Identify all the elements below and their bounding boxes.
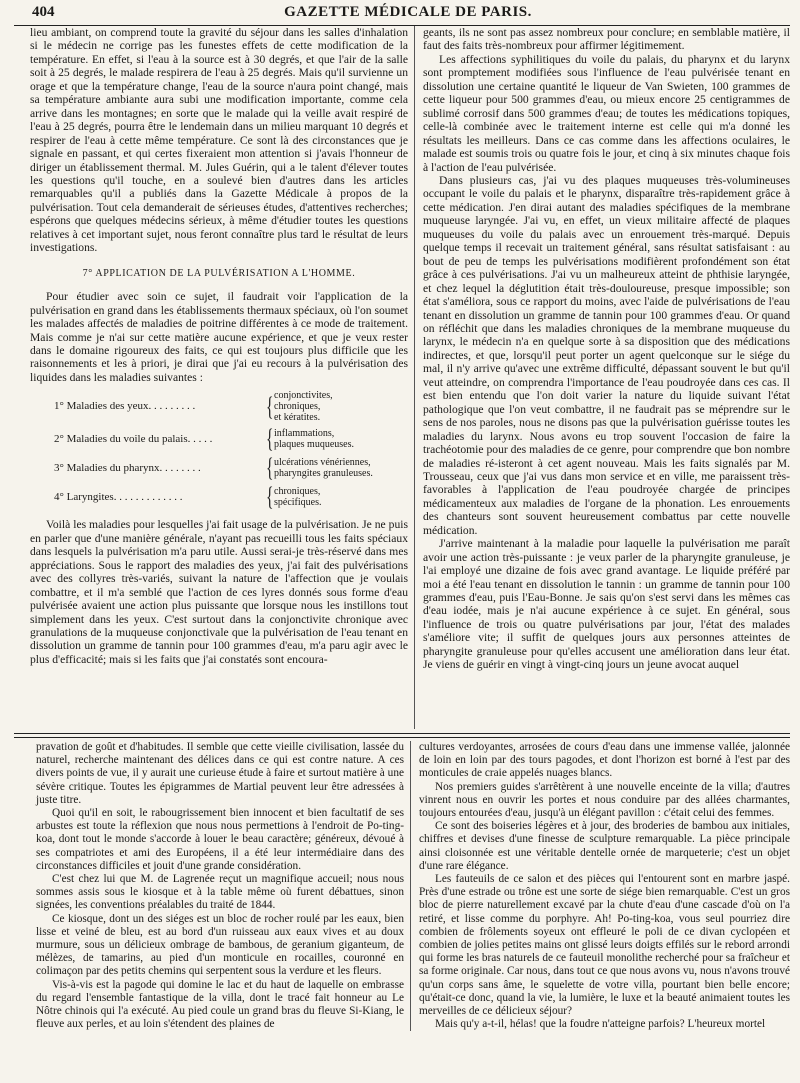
article-columns (14, 26, 790, 729)
paragraph: Ce sont des boiseries légères et à jour, des broderies de bambou aux initiales, chiffres et devises d'une finesse de sculpture remarquable. La pièce principale ainsi cloisonnée est une véritable dentelle ornée de marqueterie; c'est un objet d'une rare élégance. (419, 820, 790, 872)
paragraph: Pour étudier avec soin ce sujet, il faudrait voir l'application de la pulvérisation en grand dans les établissements thermaux spéciaux, où l'on soumet les malades affectés de maladies de poitrine différentes à ce mode de traitement. Mais comme je n'ai sur cette matière aucune expérience, et que je veux rester dans le domaine rigoureux des faits, ce qui est toujours plus difficile que les raisonnements et les à priori, je dirai que j'ai eu recours à la pulvérisation des liquides dans les maladies suivantes : (30, 290, 408, 384)
paragraph: Voilà les maladies pour lesquelles j'ai fait usage de la pulvérisation. Je ne puis en parler que d'une manière générale, n'ayant pas recueilli tous les faits spéciaux dans lesquels la pulvérisation m'a paru utile. Aussi serai-je très-réservé dans mes appréciations. Sous le rapport des maladies des yeux, j'ai fait des pulvérisations avec des collyres très-variés, suivant la nature de l'affection que je voulais combattre, et il m'a semblé que l'action de ces lyres donnés sous forme d'eau pulvérisée avaient une action plus puissante que lorsque nous les instillons tout simplement dans les yeux. C'est surtout dans la conjonctivite chronique avec granulations de la muqueuse conjonctivale que la pulvérisation de l'eau tenant en dissolution un gramme de tannin pour 100 grammes d'eau, m'a paru agir avec le plus d'efficacité; mais si les faits que j'ai constatés sont encoura- (30, 518, 408, 666)
paragraph: Vis-à-vis est la pagode qui domine le lac et du haut de laquelle on embrasse du regard l'ensemble fantastique de la villa, dont le tracé fait honneur au Le Nôtre chinois qui l'a exécuté. Au pied coule un grand bras du fleuve Si-Kiang, le fleuve aux perles, et au loin s'étendent des plaines de (36, 978, 404, 1031)
paragraph: Nos premiers guides s'arrêtèrent à une nouvelle enceinte de la villa; d'autres vinrent nous en ouvrir les portes et nous conduire par des allées charmantes, toujours entourées d'eau, jusqu'à un élégant pavillon : c'était celui des femmes. (419, 780, 790, 820)
journal-title: GAZETTE MÉDICALE DE PARIS. (284, 4, 532, 20)
brace-icon: { (266, 453, 274, 483)
brace-icon: { (266, 482, 274, 512)
paragraph: cultures verdoyantes, arrosées de cours d'eau dans une immense vallée, jalonnée de loin en loin par des tours pagodes, et dont l'horizon est borné à l'est par des monticules de craie appelés nuages blancs. (419, 741, 790, 780)
paragraph: C'est chez lui que M. de Lagrenée reçut un magnifique accueil; nous nous sommes assis sous le kiosque et à la table même où furent débattues, sinon signées, les conventions préalables du traité de 1844. (36, 873, 404, 912)
paragraph: Dans plusieurs cas, j'ai vu des plaques muqueuses très-volumineuses occupant le voile du palais et le pharynx, disparaître très-rapidement grâce à cette médication. J'en dirai autant des maladies spécifiques de la membrane muqueuse laryngée. J'ai vu, en effet, un vieux militaire affecté de plaques muqueuses du voile du palais avec un enrouement très-marqué. Depuis quelque temps il recevait un traitement général, sans résultat satisfaisant : au bout de peu de temps les pulvérisations modifièrent profondément son état grâce à ces pulvérisations. J'ai vu un malheureux atteint de phthisie laryngée, et chez lequel la déglutition était très-douloureuse, presque impossible; son état s'améliora, sous ce rapport du moins, avec l'aide de pulvérisations de l'eau tenant en dissolution un gramme de tannin pour 100 grammes d'eau. Or quand on réfléchit que dans les maladies chroniques de la membrane muqueuse du larynx, le médecin n'a en quelque sorte à sa disposition que des médications indirectes, et que, lorsqu'il peut porter un agent quelconque sur le siége du mal, il n'y arrive qu'avec une extrême difficulté, dépassant souvent le but qu'il veut atteindre, on comprendra l'importance de l'eau poudroyée dans ces cas. Il est bien entendu que l'on doit varier la nature du liquide suivant l'état pathologique que l'on veut combattre, il ne faudrait pas se méprendre sur le sens de nos paroles, nous ne disons pas que la pulvérisation guérisse toutes les maladies du larynx. Nous avons eu trop souvent l'occasion de faire la trachéotomie pour des maladies de ce genre, pour comprendre que bon nombre de maladies ré-isteront à cet agent nouveau. Mais les faits signalés par M. Trousseau, ceux que j'ai vus dans mon service et en ville, me paraissent très-favorables à l'application de l'eau poudroyée chargée de principes médicamenteux aux maladies de l'organe de la phonation. Les enrouements des chanteurs sont souvent heureusement combattus par cette nouvelle médication. (423, 173, 790, 537)
paragraph: geants, ils ne sont pas assez nombreux pour conclure; en semblable matière, il faut des faits très-nombreux pour affirmer légitimement. (423, 26, 790, 53)
disease-label: 1° Maladies des yeux. . . . . . . . . (54, 400, 196, 413)
left-column (14, 26, 414, 729)
disease-label: 3° Maladies du pharynx. . . . . . . . (54, 461, 201, 474)
disease-subitems: conjonctivites, chroniques, et kératites. (274, 390, 333, 424)
disease-row (30, 390, 408, 423)
disease-row (30, 426, 408, 452)
brace-icon: { (266, 424, 274, 454)
paragraph: pravation de goût et d'habitudes. Il semble que cette vieille civilisation, lassée du naturel, recherche maintenant des délices dans ce qui est contre nature. A ces divers points de vue, il y aurait une curieuse étude à faire et surtout matière à une sévère critique. Toutes les épigrammes de Martial peuvent leur être adressées à juste titre. (36, 741, 404, 806)
paragraph: lieu ambiant, on comprend toute la gravité du séjour dans les salles d'inhalation si le médecin ne corrige pas les funestes effets de cette modification de la température. En effet, si l'eau à la source est à 30 degrés, et que l'air de la salle soit à 25 degrés, le malade respirera de l'eau à 25 degrés. Mais qu'il survienne un orage et que la température change, l'eau de la source n'aura point changé, mais sa température ambiante aura subi une modification importante, comme cela arrive dans les montagnes; en sorte que le malade qui la veille avait respiré de l'eau à 25 degrés, pourra être le lendemain dans un milieu marquant 10 degrés et respirer de l'eau à cette même température. Ce sont là des circonstances que je signale en passant, et qui certes fixeraient mon attention si j'avais l'honneur de diriger un établissement thermal. M. Jules Guérin, qui a le talent d'élever toutes les questions qu'il touche, en a soulevé bien d'autres dans les articles remarquables qu'il a publiés dans la Gazette Médicale à propos de la pulvérisation. Tout cela demanderait de sérieuses études, d'attentives recherches; espérons que quelques médecins sérieux, à même d'étudier toutes les questions relatives à cet important sujet, nous feront connaître plus tard le résultat de leurs investigations. (30, 26, 408, 255)
disease-subitems: ulcérations vénériennes, pharyngites granuleuses. (274, 457, 373, 480)
feuilleton-right-column (410, 741, 790, 1031)
page-header (14, 4, 790, 26)
disease-list (30, 390, 408, 510)
disease-subitems: inflammations, plaques muqueuses. (274, 428, 354, 451)
disease-label: 4° Laryngites. . . . . . . . . . . . . (54, 490, 183, 503)
feuilleton-columns (14, 741, 790, 1031)
feuilleton-left-column (14, 741, 410, 1031)
feuilleton-divider-thin (14, 737, 790, 738)
paragraph: Quoi qu'il en soit, le rabougrissement bien innocent et bien facultatif de ses arbustes est toute la réflexion que nous nous permettions à l'endroit de Po-ting-koa, dont tout le monde s'accorde à louer le beau caractère; généreux, dévoué à ses compatriotes et ami des Européens, il a été leur intermédiaire dans des circonstances difficiles et jouit d'une grande considération. (36, 807, 404, 872)
paragraph: Les affections syphilitiques du voile du palais, du pharynx et du larynx sont promptement modifiées sous l'influence de l'eau pulvérisée tenant en dissolution une certaine quantité le liqueur de Van Swieten, 100 grammes de cette liqueur pour 500 grammes d'eau, ou mieux encore 25 centigrammes de sublimé corrosif dans 500 grammes d'eau; de toutes les médications topiques, celle-là combinée avec le traitement interne est celle qui m'a donné les résultats les meilleurs. Dans ce cas comme dans les affections oculaires, le malade est soumis trois ou quatre fois le jour, et cinq à six minutes chaque fois à l'action de l'eau pulvérisée. (423, 52, 790, 174)
feuilleton-divider (14, 733, 790, 734)
right-column (414, 26, 790, 729)
brace-icon: { (266, 391, 274, 421)
paragraph: Les fauteuils de ce salon et des pièces qui l'entourent sont en marbre jaspé. Près d'une estrade ou trône est une sorte de siége bien remarquable. C'est un gros bloc de pierre naturellement excavé par la chute d'eau d'une cascade d'où on l'a retiré, et lisse comme du porphyre. Ah! Po-ting-koa, vous seul pourriez dire combien de frôlements soyeux ont effleuré le poli de ce divan cyclopéen et combien de jolies petites mains ont glissé leurs doigts effilés sur le rebord arrondi qui forme les bras naturels de ce fauteuil monolithe recherché pour sa fraîcheur et sa forme originale. Car nous, dans tout ce que nous avons vu, nous n'avons trouvé qu'un corps sans âme, le squelette de votre villa, pourtant bien belle encore; qu'était-ce donc, quand la vie, la lumière, le luxe et la beauté animaient toutes les merveilles de ce délicieux séjour? (419, 873, 790, 1018)
disease-subitems: chroniques, spécifiques. (274, 486, 322, 509)
paragraph: J'arrive maintenant à la maladie pour laquelle la pulvérisation me paraît avoir une action très-puissante : je veux parler de la pharyngite granuleuse, je l'ai employé une dizaine de fois avec grand avantage. Le liquide préféré par moi a été l'eau tenant en dissolution le tannin : un gramme de tannin pour 100 grammes d'eau, puis l'Eau-Bonne. Je sais qu'on s'est servi dans les mêmes cas d'eau iodée, mais je n'ai aucune expérience à ce sujet. En général, sous l'influence de trois ou quatre pulvérisations par jour, l'état des malades s'améliore vite; il suffit de quelques jours aux personnes atteintes de pharyngite granuleuse pour qu'elles accusent une amélioration dans leur état. Je viens de guérir en vingt à vingt-cinq jours un jeune avocat auquel (423, 537, 790, 672)
page-number: 404 (32, 4, 55, 20)
paragraph: Ce kiosque, dont un des siéges est un bloc de rocher roulé par les eaux, bien lisse et veiné de bleu, est au bord d'un ruisseau aux eaux vives et au doux murmure, sous un délicieux ombrage de bambous, de geranium giganteum, de mélèzes, de tamarins, au pied d'un monticule en rocailles, couronné en colimaçon par des petits chemins qui serpentent sous la verdure et les fleurs. (36, 912, 404, 978)
disease-label: 2° Maladies du voile du palais. . . . . (54, 432, 213, 445)
disease-row (30, 455, 408, 481)
section-heading: 7° APPLICATION DE LA PULVÉRISATION A L'HOMME. (82, 267, 356, 279)
disease-row (30, 484, 408, 510)
paragraph: Mais qu'y a-t-il, hélas! que la foudre n'atteigne parfois? L'heureux mortel (435, 1018, 766, 1031)
